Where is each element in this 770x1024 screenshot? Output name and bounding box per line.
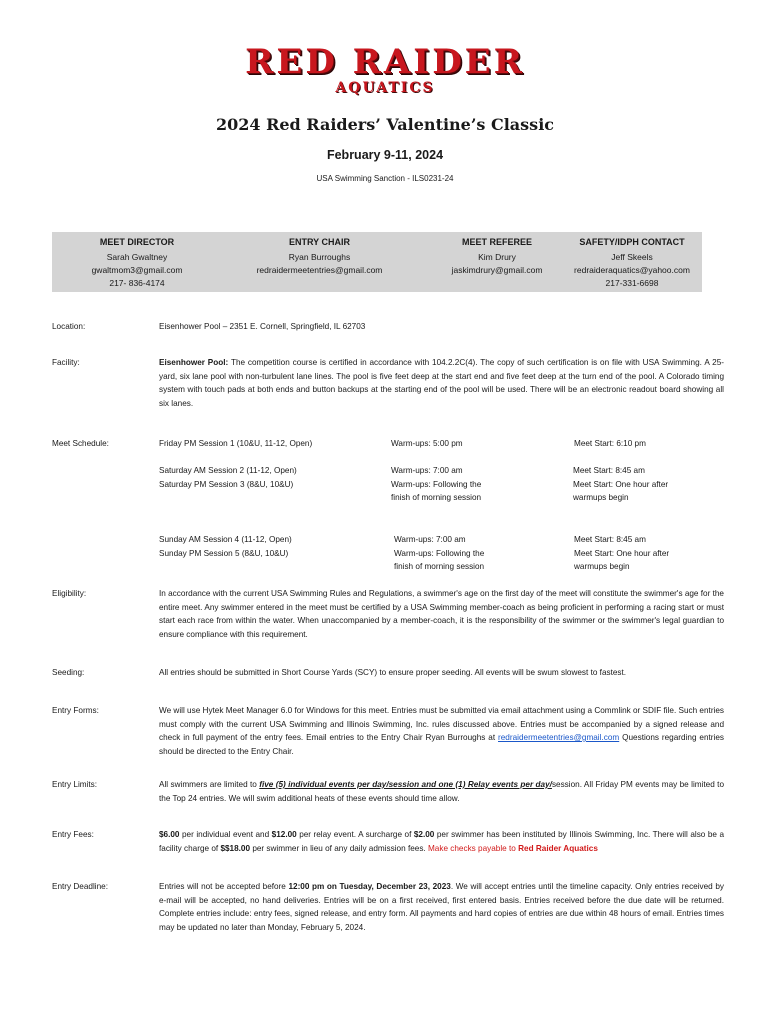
entry-limits-post: session. All Friday PM events may be limited to the Top 24 entries. We will swim additional heats of these events should time allow.	[159, 780, 725, 803]
start-text: warmups begin	[573, 493, 629, 502]
logo-subtitle: AQUATICS	[335, 80, 435, 96]
fees-text: per relay event. A surcharge of	[296, 830, 414, 839]
deadline-text: . We will accept entries until the timeline capacity. Only entries received by e-mail will be accepted, no hand deliveries. Entries will be on a first received, first entered basis. Entries received before the due date will be returned. Complete entries include: entry fees, signed release, and entry form. All payments and hard copies of entries are due within 48 hours of email. Entries times may be updated no later than Monday, February 5, 2024.	[159, 882, 724, 932]
contact-title: MEET DIRECTOR	[99, 237, 175, 247]
row-label: Entry Limits:	[52, 780, 98, 789]
row-label: Meet Schedule:	[52, 439, 109, 448]
start-saturday	[573, 464, 723, 505]
session-label: Sunday AM Session 4 (11-12, Open)	[159, 535, 292, 544]
warmups-saturday	[391, 464, 561, 505]
fees-text: per swimmer has been instituted by Illinois Swimming, Inc. There will also be a facility charge of	[159, 830, 724, 853]
contact-entry-chair	[227, 232, 412, 277]
schedule-row	[52, 437, 732, 577]
warmup-text: Warm-ups: 7:00 am	[391, 466, 463, 475]
session-label: Saturday AM Session 2 (11-12, Open)	[159, 466, 297, 475]
contact-email: redraideraquatics@yahoo.com	[574, 265, 690, 275]
warmup-text: finish of morning session	[394, 562, 485, 571]
fees-text: per individual event and	[179, 830, 272, 839]
payable-to: Red Raider Aquatics	[518, 843, 598, 853]
contact-phone: 217- 836-4174	[109, 278, 165, 288]
contact-safety	[557, 232, 707, 290]
session-label: Sunday PM Session 5 (8&U, 10&U)	[159, 548, 289, 558]
session-label: Friday PM Session 1 (10&U, 11-12, Open)	[159, 439, 313, 448]
eligibility-text: In accordance with the current USA Swimming Rules and Regulations, a swimmer's age on the first day of the meet will constitute the swimmer's age for the entire meet. Any swimmer entered in the meet must be certified by a USA Swimming member-coach as being proficient in performing a racing start or must start each race from within the water. When unaccompanied by a member-coach, it is the responsibility of the swimmer or the swimmer's legal guardian to ensure compliance with this requirement.	[159, 589, 724, 639]
start-text: Meet Start: 8:45 am	[574, 535, 646, 544]
fee-relay: $12.00	[271, 830, 297, 839]
facility-text	[159, 356, 724, 410]
entry-forms-after: Questions regarding entries should be directed to the Entry Chair.	[159, 733, 724, 756]
facility-body: The competition course is certified in accordance with 104.2.2C(4). The copy of such certification is on file with USA Swimming. A 25-yard, six lane pool with non-turbulent lane lines. The pool is five feet deep at the start end and five feet deep at the turn end of the pool. A Colorado timing system with touch pads at both ends and button backups at the starting end of the pool will be used. There will be an electronic readout board showing all six lanes.	[159, 358, 724, 408]
schedule-block-friday	[159, 437, 379, 451]
warmups-friday	[391, 437, 561, 451]
fee-facility: $$18.00	[220, 843, 251, 853]
deadline-text: Entries will not be accepted before	[159, 882, 289, 891]
start-friday	[574, 437, 724, 451]
row-label: Entry Deadline:	[52, 882, 108, 891]
schedule-block-saturday	[159, 464, 379, 491]
start-text: Meet Start: One hour after	[573, 479, 669, 489]
start-text: Meet Start: 8:45 am	[573, 466, 645, 475]
warmups-sunday	[394, 533, 564, 574]
contact-name: Jeff Skeels	[611, 252, 653, 262]
session-label: Saturday PM Session 3 (8&U, 10&U)	[159, 479, 294, 489]
schedule-block-sunday	[159, 533, 379, 560]
row-label: Entry Forms:	[52, 706, 99, 715]
start-text: Meet Start: One hour after	[574, 548, 670, 558]
entry-deadline-text	[159, 880, 724, 934]
fees-text: per swimmer in lieu of any daily admission fees.	[250, 843, 428, 853]
start-text: warmups begin	[574, 562, 630, 571]
start-text: Meet Start: 6:10 pm	[574, 439, 646, 448]
facility-lead: Eisenhower Pool:	[159, 358, 229, 367]
fee-individual: $6.00	[159, 830, 180, 839]
deadline-date: 12:00 pm on Tuesday, December 23, 2023	[288, 882, 451, 891]
entry-limits-emphasis: five (5) individual events per day/session and one (1) Relay events per day/	[259, 780, 552, 789]
contact-title: MEET REFEREE	[461, 237, 532, 247]
contact-meet-director	[52, 232, 222, 290]
warmup-text: finish of morning session	[391, 493, 482, 502]
contact-title: ENTRY CHAIR	[288, 237, 350, 247]
contact-email: gwaltmom3@gmail.com	[91, 265, 183, 275]
location-text: Eisenhower Pool – 2351 E. Cornell, Springfield, IL 62703	[159, 322, 366, 331]
warmup-text: Warm-ups: Following the	[391, 479, 482, 489]
sanction-number: USA Swimming Sanction - ILS0231-24	[316, 174, 454, 183]
contact-name: Sarah Gwaltney	[106, 252, 168, 262]
contact-title: SAFETY/IDPH CONTACT	[579, 237, 685, 247]
entry-email-link[interactable]: redraidermeetentries@gmail.com	[498, 733, 620, 742]
contact-email: redraidermeetentries@gmail.com	[256, 265, 383, 275]
row-label: Eligibility:	[52, 589, 87, 598]
logo-title: RED RAIDER	[245, 42, 525, 82]
entry-fees-text	[159, 828, 724, 855]
fee-surcharge: $2.00	[413, 830, 435, 839]
entry-forms-body: We will use Hytek Meet Manager 6.0 for Windows for this meet. Entries must be submitted via email attachment using a Commlink or SDIF file. Such entries must comply with the current USA Swimming and Illinois Swimming, Inc. rules discussed above. Entries must be accompanied by a signed release and check in full payment of the entry fees. Email entries to the Entry Chair Ryan Burroughs at	[159, 706, 725, 742]
entry-limits-pre: All swimmers are limited to	[159, 780, 260, 789]
contact-name: Ryan Burroughs	[288, 252, 351, 262]
entry-limits-text	[159, 778, 724, 805]
row-label: Location:	[52, 322, 86, 331]
start-sunday	[574, 533, 724, 574]
page-title: 2024 Red Raiders’ Valentine’s Classic	[215, 115, 555, 134]
meet-dates: February 9-11, 2024	[326, 148, 444, 162]
seeding-text: All entries should be submitted in Short Course Yards (SCY) to ensure proper seeding. All events will be swum slowest to fastest.	[159, 668, 627, 677]
contact-email: jaskimdrury@gmail.com	[451, 265, 543, 275]
warmup-text: Warm-ups: 7:00 am	[394, 535, 466, 544]
entry-forms-text	[159, 704, 724, 758]
contact-phone: 217-331-6698	[605, 278, 659, 288]
contacts-panel	[52, 232, 702, 292]
row-label: Seeding:	[52, 668, 85, 677]
warmup-text: Warm-ups: 5:00 pm	[391, 439, 463, 448]
row-label: Entry Fees:	[52, 830, 94, 839]
row-label: Facility:	[52, 358, 80, 367]
warmup-text: Warm-ups: Following the	[394, 548, 485, 558]
contact-name: Kim Drury	[478, 252, 516, 262]
payable-note: Make checks payable to	[427, 843, 519, 853]
